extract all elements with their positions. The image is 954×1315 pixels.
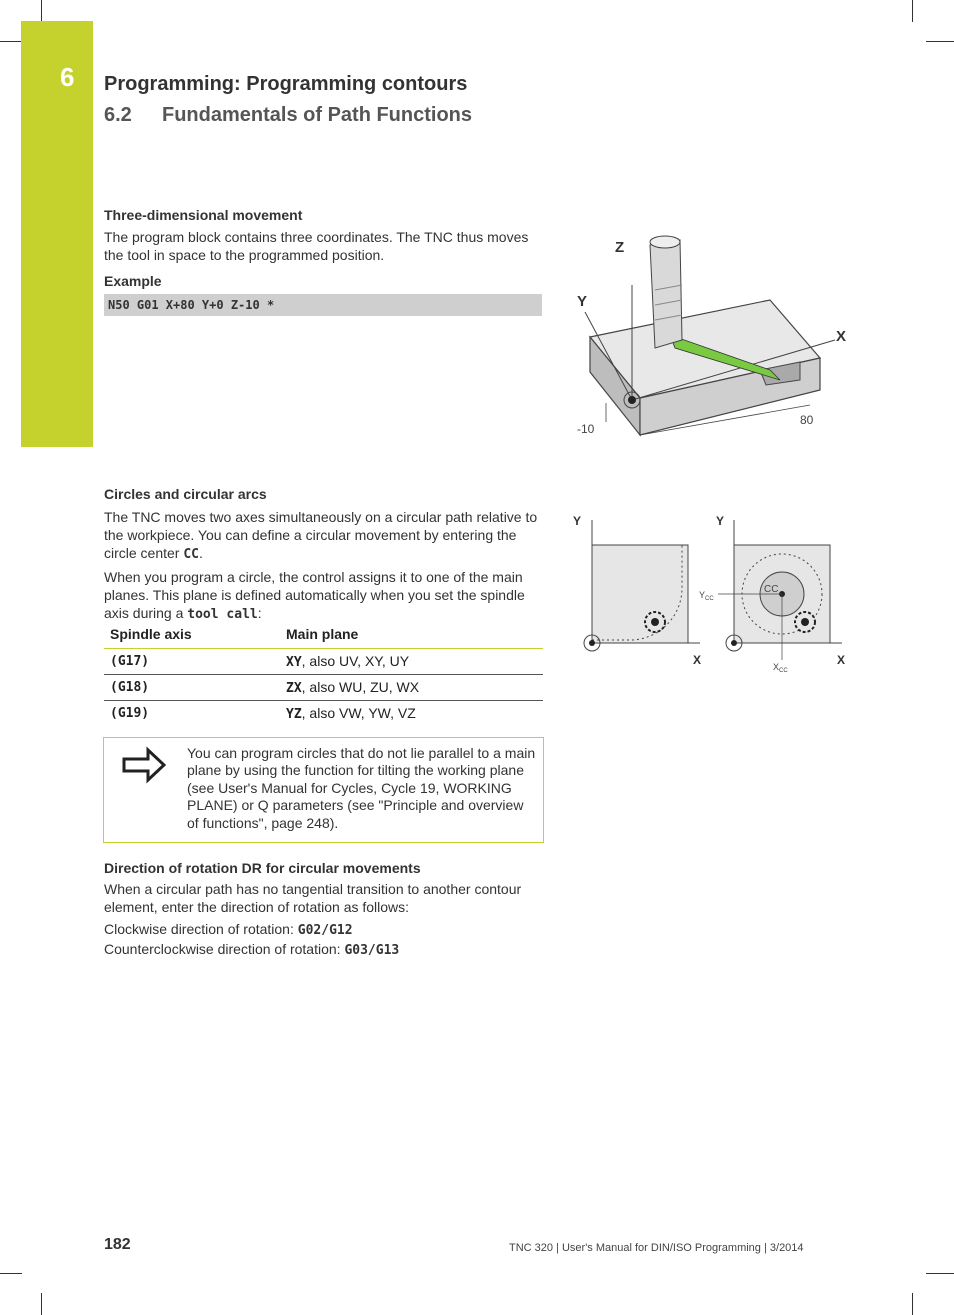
section-number: 6.2: [104, 104, 132, 126]
arrow-right-icon: [122, 746, 166, 784]
direction-section: [104, 859, 544, 960]
note-box: [103, 737, 544, 843]
fig2-y1-label: Y: [573, 514, 582, 528]
chapter-number: 6: [60, 62, 75, 92]
spindle-table-wrap: [104, 620, 543, 726]
crop-mark: [0, 41, 22, 42]
axis-y-label: Y: [577, 293, 588, 310]
circles-p1-code: CC: [183, 547, 200, 562]
circles-p2-text: When you program a circle, the control assigns it to one of the main planes. This plane is defined automatically when you set the spindle axis during a: [104, 569, 525, 621]
three-d-body: The program block contains three coordinates. The TNC thus moves the tool in space to the programmed position.: [104, 229, 529, 263]
fig2-x1-label: X: [693, 653, 702, 667]
circles-paragraph-1: [104, 508, 544, 564]
table-cell-axis: (G18): [104, 675, 280, 701]
crop-mark: [0, 1273, 22, 1274]
ycc-sub: CC: [705, 596, 714, 602]
table-header-plane: Main plane: [280, 620, 543, 649]
circles-p2-code: tool call: [187, 607, 258, 622]
three-d-heading: Three-dimensional movement: [104, 207, 303, 223]
crop-mark: [926, 41, 954, 42]
crop-mark: [41, 0, 42, 22]
circles-heading: Circles and circular arcs: [104, 486, 267, 502]
example-code: N50 G01 X+80 Y+0 Z-10 *: [104, 294, 542, 316]
table-cell-plane: [280, 649, 543, 675]
page-number: 182: [104, 1236, 131, 1253]
three-d-section: [104, 206, 544, 316]
circles-figure: [570, 510, 850, 680]
table-cell-plane: [280, 701, 543, 727]
three-d-figure: [570, 230, 850, 450]
table-row: [104, 675, 543, 701]
xcc-sub: CC: [779, 668, 788, 674]
circles-p1-end: .: [199, 545, 203, 561]
section-title: [104, 104, 472, 127]
direction-body: When a circular path has no tangential transition to another contour element, enter the direction of rotation as follows:: [104, 881, 522, 915]
plane-also: , also UV, XY, UY: [301, 653, 410, 669]
chapter-title: Programming: Programming contours: [104, 73, 468, 95]
footer-text: TNC 320 | User's Manual for DIN/ISO Programming | 3/2014: [509, 1242, 804, 1254]
plane-code: YZ: [286, 707, 302, 722]
fig2-x2-label: X: [837, 653, 846, 667]
fig2-y2-label: Y: [716, 514, 725, 528]
plane-code: ZX: [286, 681, 302, 696]
cw-line: [104, 920, 544, 940]
circles-section: [104, 485, 544, 628]
fig2-ycc-label: [699, 590, 714, 602]
fig2-xcc-label: [773, 662, 788, 674]
note-text: You can program circles that do not lie parallel to a main plane by using the function for tilting the working plane (see User's Manual for Cycles, Cycle 19, WORKING PLANE) or Q parameters (see "Principle and overview of functions", page 248).: [187, 745, 536, 831]
table-header-row: [104, 620, 543, 649]
ccw-line: [104, 940, 544, 960]
plane-code: XY: [286, 655, 302, 670]
axis-z-label: Z: [615, 239, 625, 256]
dim-left-label: -10: [577, 422, 595, 436]
fig2-cc-label: CC: [764, 584, 779, 595]
circles-paragraph-2: [104, 568, 544, 624]
spindle-table: [104, 620, 543, 726]
table-cell-axis: (G17): [104, 649, 280, 675]
dim-right-label: 80: [800, 413, 814, 427]
table-cell-plane: [280, 675, 543, 701]
ycc-main: Y: [699, 590, 706, 600]
cw-code: G02/G12: [297, 923, 353, 938]
plane-also: , also VW, YW, VZ: [301, 705, 416, 721]
circles-p1-text: The TNC moves two axes simultaneously on a circular path relative to the workpiece. You can define a circular movement by entering the circle center: [104, 509, 538, 561]
cw-label: Clockwise direction of rotation:: [104, 921, 298, 937]
ccw-label: Counterclockwise direction of rotation:: [104, 941, 345, 957]
direction-heading: Direction of rotation DR for circular movements: [104, 860, 421, 876]
crop-mark: [926, 1273, 954, 1274]
crop-mark: [912, 0, 913, 22]
table-header-spindle: Spindle axis: [104, 620, 280, 649]
table-row: [104, 701, 543, 727]
ccw-code: G03/G13: [344, 943, 400, 958]
table-cell-axis: (G19): [110, 706, 150, 721]
chapter-sidebar: [21, 21, 93, 447]
xcc-main: X: [773, 662, 780, 672]
example-label: Example: [104, 273, 162, 289]
circles-p2-end: :: [257, 605, 262, 621]
axis-x-label: X: [836, 328, 847, 345]
crop-mark: [912, 1293, 913, 1315]
crop-mark: [41, 1293, 42, 1315]
plane-also: , also WU, ZU, WX: [301, 679, 420, 695]
section-name: Fundamentals of Path Functions: [162, 104, 473, 126]
table-row: [104, 649, 543, 675]
